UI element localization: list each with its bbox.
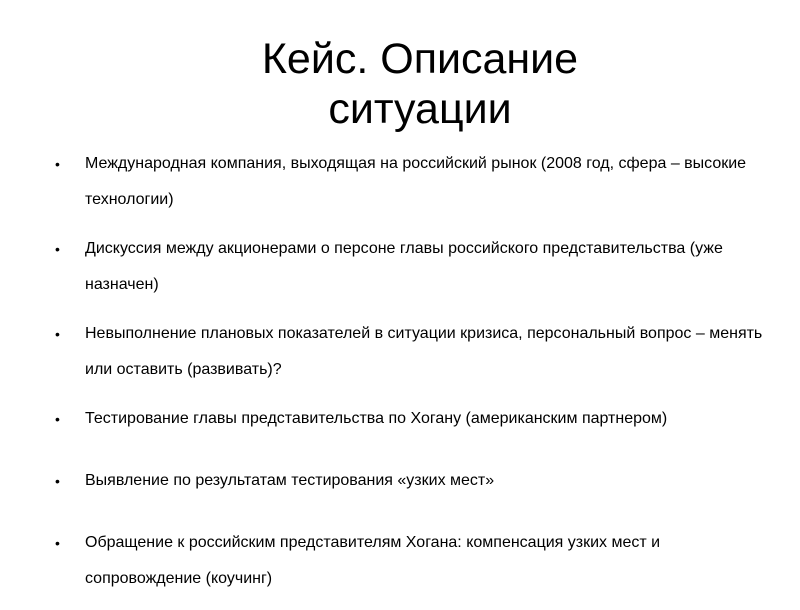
bullet-text-4: Тестирование главы представительства по Хогану (американским партнером) — [85, 410, 668, 427]
bullet-text-1: Международная компания, выходящая на российский рынок (2008 год, сфера – высокие технологии) — [85, 155, 747, 208]
bullet-item-5 — [0, 463, 800, 499]
bullet-icon: • — [55, 241, 60, 257]
bullet-item-3 — [0, 316, 800, 388]
bullet-list — [0, 146, 800, 610]
bullet-icon: • — [55, 156, 60, 172]
bullet-text-3: Невыполнение плановых показателей в ситуации кризиса, персональный вопрос – менять или оставить (развивать)? — [85, 325, 763, 378]
bullet-text-6: Обращение к российским представителям Хогана: компенсация узких мест и сопровождение (коучинг) — [85, 534, 661, 587]
bullet-item-1 — [0, 146, 800, 218]
bullet-text-5: Выявление по результатам тестирования «узких мест» — [85, 472, 495, 489]
bullet-icon: • — [55, 326, 60, 342]
slide-title-line-2: ситуации — [328, 84, 512, 133]
bullet-icon: • — [55, 411, 60, 427]
slide-title — [0, 34, 800, 134]
bullet-item-2 — [0, 231, 800, 303]
bullet-item-4 — [0, 401, 800, 437]
bullet-icon: • — [55, 473, 60, 489]
slide-title-line-1: Кейс. Описание — [261, 34, 579, 83]
bullet-icon: • — [55, 535, 60, 551]
bullet-text-2: Дискуссия между акционерами о персоне главы российского представительства (уже назначен) — [85, 240, 723, 293]
bullet-item-6 — [0, 525, 800, 597]
